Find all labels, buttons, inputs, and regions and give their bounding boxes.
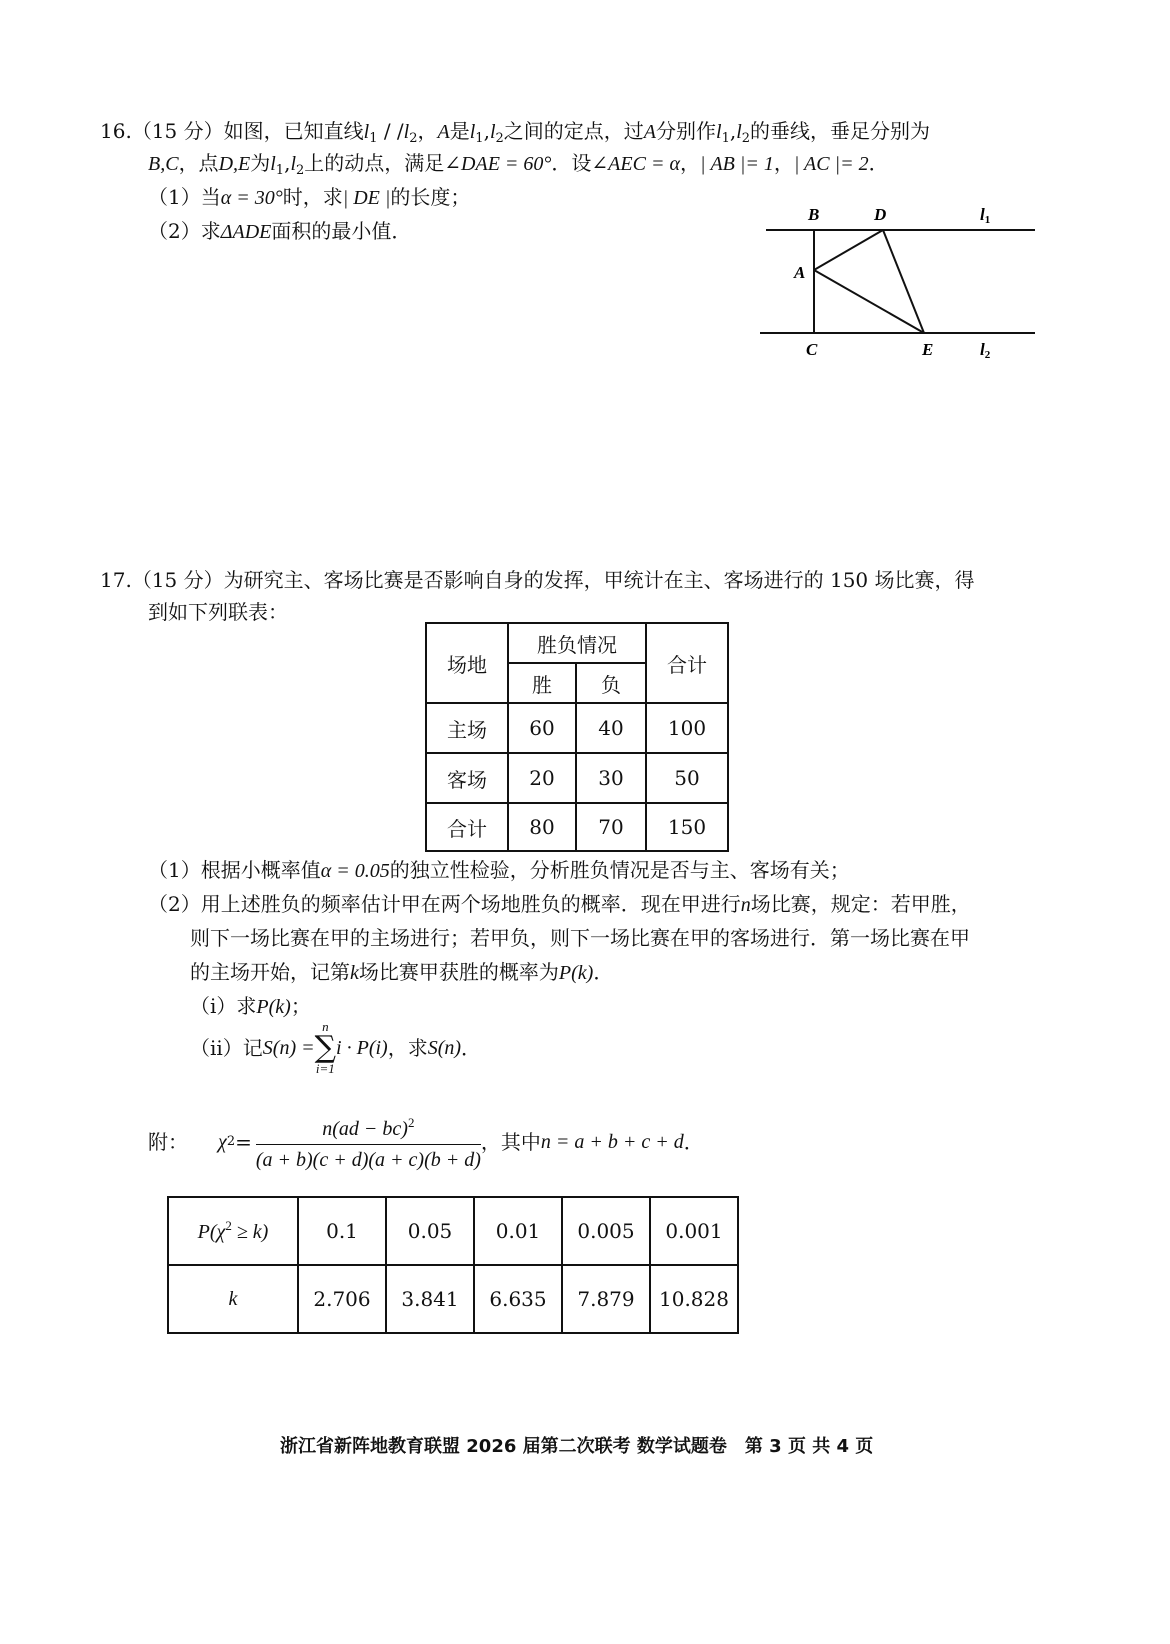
k-value: 6.635	[474, 1265, 562, 1333]
segment-AE	[814, 270, 924, 333]
label-l1: l1	[980, 205, 991, 226]
cell-total: 150	[646, 803, 728, 851]
label-l2: l2	[980, 340, 991, 361]
k-value: 10.828	[650, 1265, 738, 1333]
header-win: 胜	[508, 663, 576, 703]
cell-loss: 70	[576, 803, 646, 851]
q17-sub-i: （i）求P(k)；	[190, 994, 311, 1018]
q17-part1: （1）根据小概率值α = 0.05的独立性检验，分析胜负情况是否与主、客场有关；	[148, 858, 850, 882]
cell-win: 80	[508, 803, 576, 851]
p-value: 0.1	[298, 1197, 386, 1265]
header-k: k	[168, 1265, 298, 1333]
p-value: 0.05	[386, 1197, 474, 1265]
p-value: 0.01	[474, 1197, 562, 1265]
q17-line1: 17.（15 分）为研究主、客场比赛是否影响自身的发挥，甲统计在主、客场进行的 150 场比赛，得	[100, 568, 975, 592]
q17-sub-ii: （ii）记 S(n) = n ∑ i=1 i · P(i) ，求 S(n) ．	[190, 1019, 482, 1076]
table-row	[426, 753, 728, 803]
critical-value-table	[167, 1196, 739, 1334]
label-C: C	[806, 340, 818, 359]
p-value: 0.005	[562, 1197, 650, 1265]
header-loss: 负	[576, 663, 646, 703]
q16-part1: （1）当α = 30°时，求| DE |的长度；	[148, 185, 471, 209]
q17-part2-line3: 的主场开始，记第k场比赛甲获胜的概率为P(k)．	[190, 960, 614, 984]
table-row	[426, 803, 728, 851]
page-footer: 浙江省新阵地教育联盟 2026 届第二次联考 数学试题卷 第 3 页 共 4 页	[280, 1436, 874, 1457]
cell-win: 20	[508, 753, 576, 803]
k-value: 2.706	[298, 1265, 386, 1333]
k-value: 3.841	[386, 1265, 474, 1333]
header-total: 合计	[646, 623, 728, 703]
chi-fraction: $\frac{n(ad - bc)^2}{(a + b)(c + d)(a + c)(b + d)}$	[256, 1110, 481, 1173]
segment-AD	[814, 230, 883, 270]
header-result: 胜负情况	[508, 623, 646, 663]
p-value: 0.001	[650, 1197, 738, 1265]
q16-line1: 16.（15 分）如图，已知直线$l_1 / /l_2$，A是$l_1,l_2$之间的定点，过A分别作$l_1,l_2$的垂线，垂足分别为	[100, 119, 931, 146]
contingency-table	[425, 622, 729, 852]
q16-part2: （2）求ΔADE面积的最小值．	[148, 219, 412, 243]
q17-part2-line2: 则下一场比赛在甲的主场进行；若甲负，则下一场比赛在甲的客场进行．第一场比赛在甲	[190, 926, 970, 950]
summation: n ∑ i=1	[314, 1019, 337, 1076]
q17-part2-line1: （2）用上述胜负的频率估计甲在两个场地胜负的概率．现在甲进行n场比赛，规定：若甲胜，	[148, 892, 971, 916]
segment-DE	[883, 230, 924, 333]
q16-line2: B,C，点D,E为$l_1,l_2$上的动点，满足∠DAE = 60°．设∠AEC = α，| AB |= 1，| AC |= 2．	[148, 151, 889, 178]
table-row	[426, 703, 728, 753]
label-E: E	[922, 340, 934, 359]
label-A: A	[794, 263, 806, 282]
cell-venue: 合计	[426, 803, 508, 851]
cell-win: 60	[508, 703, 576, 753]
label-D: D	[874, 205, 887, 224]
cell-venue: 客场	[426, 753, 508, 803]
cell-loss: 30	[576, 753, 646, 803]
header-p: $P(\chi^2 \ge k)$	[168, 1197, 298, 1265]
k-value: 7.879	[562, 1265, 650, 1333]
header-venue: 场地	[426, 623, 508, 703]
cell-loss: 40	[576, 703, 646, 753]
q17-line2: 到如下列联表：	[148, 600, 288, 624]
cell-total: 100	[646, 703, 728, 753]
cell-venue: 主场	[426, 703, 508, 753]
geometry-figure	[760, 200, 1040, 370]
cell-total: 50	[646, 753, 728, 803]
chi-square-formula: 附： χ 2 = $\frac{n(ad - bc)^2}{(a + b)(c + d)(a + c)(b + d)}$ ，其中 n = a + b + c + d ．	[148, 1110, 704, 1173]
label-B: B	[808, 205, 820, 224]
